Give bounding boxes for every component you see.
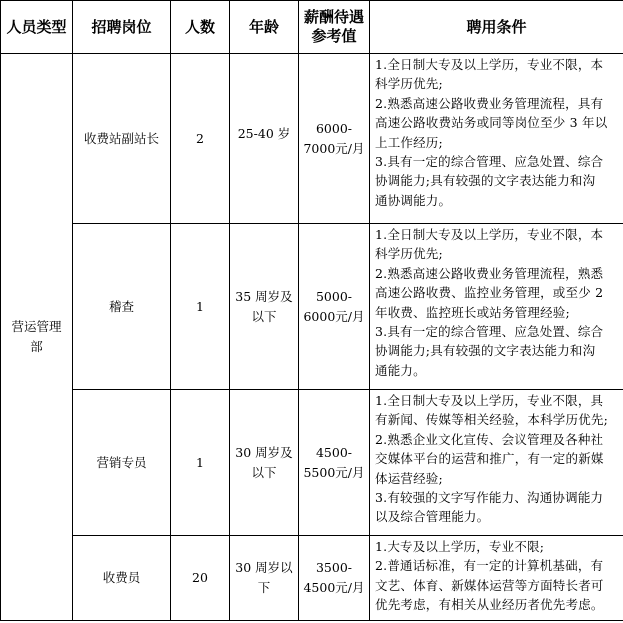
age-cell: 35 周岁及以下 xyxy=(230,224,299,390)
position-cell: 收费员 xyxy=(73,536,171,621)
header-salary xyxy=(299,1,370,54)
salary-cell: 6000-7000元/月 xyxy=(299,54,370,224)
condition-line: 优先考虑，有相关从业经历者优先考虑。 xyxy=(375,597,604,613)
condition-line: 科学历优先; xyxy=(375,76,443,92)
table-row xyxy=(1,536,623,621)
condition-line: 2.熟悉企业文化宣传、会议管理及各种社 xyxy=(375,431,604,447)
table-row xyxy=(1,390,623,536)
condition-line: 有新闻、传媒等相关经验，本科学历优先; xyxy=(375,412,609,428)
header-salary-line1: 薪酬待遇 xyxy=(303,8,364,26)
condition-line: 2.熟悉高速公路收费业务管理流程，熟悉 xyxy=(375,265,604,281)
condition-line: 1.大专及以上学历，专业不限; xyxy=(375,539,545,554)
condition-line: 通能力。 xyxy=(375,362,426,378)
conditions-cell xyxy=(370,390,623,536)
header-position: 招聘岗位 xyxy=(73,1,171,54)
condition-line: 文艺、体育、新媒体运营等方面特长者可 xyxy=(375,577,604,593)
position-cell: 营销专员 xyxy=(73,390,171,536)
header-row xyxy=(1,1,623,54)
condition-line: 1.全日制大专及以上学历，专业不限，本 xyxy=(375,57,604,72)
condition-line: 高速公路收费站务或同等岗位至少 3 年以 xyxy=(375,115,608,131)
condition-line: 1.全日制大专及以上学历，专业不限，具 xyxy=(375,393,604,408)
condition-line: 以及综合管理能力。 xyxy=(375,509,490,525)
condition-line: 通协调能力。 xyxy=(375,192,452,208)
position-cell: 稽查 xyxy=(73,224,171,390)
condition-line: 交媒体平台的运营和推广，有一定的新媒 xyxy=(375,451,604,467)
salary-cell: 4500-5500元/月 xyxy=(299,390,370,536)
condition-line: 高速公路收费、监控业务管理，或至少 2 xyxy=(375,285,604,301)
table-row xyxy=(1,224,623,390)
header-age: 年龄 xyxy=(230,1,299,54)
condition-line: 协调能力;具有较强的文字表达能力和沟 xyxy=(375,173,596,189)
condition-line: 2.熟悉高速公路收费业务管理流程，具有 xyxy=(375,95,604,111)
header-type: 人员类型 xyxy=(1,1,73,54)
condition-line: 协调能力;具有较强的文字表达能力和沟 xyxy=(375,343,596,359)
age-cell: 30 周岁以下 xyxy=(230,536,299,621)
condition-line: 3.具有一定的综合管理、应急处置、综合 xyxy=(375,324,604,340)
condition-line: 3.有较强的文字写作能力、沟通协调能力 xyxy=(375,490,604,506)
condition-line: 上工作经历; xyxy=(375,134,443,150)
salary-cell: 3500-4500元/月 xyxy=(299,536,370,621)
condition-line: 3.具有一定的综合管理、应急处置、综合 xyxy=(375,154,604,170)
count-cell: 20 xyxy=(171,536,230,621)
age-cell: 25-40 岁 xyxy=(230,54,299,224)
count-cell: 1 xyxy=(171,390,230,536)
conditions-cell xyxy=(370,536,623,621)
salary-cell: 5000-6000元/月 xyxy=(299,224,370,390)
condition-line: 2.普通话标准，有一定的计算机基础，有 xyxy=(375,558,604,574)
header-salary-line2: 参考值 xyxy=(311,27,357,45)
header-conditions: 聘用条件 xyxy=(370,1,623,54)
conditions-cell xyxy=(370,224,623,390)
condition-line: 年收费、监控班长或站务管理经验; xyxy=(375,304,570,320)
department-label: 营运管理部 xyxy=(11,319,62,354)
condition-line: 科学历优先; xyxy=(375,246,443,262)
header-count: 人数 xyxy=(171,1,230,54)
position-cell: 收费站副站长 xyxy=(73,54,171,224)
table-row xyxy=(1,54,623,224)
condition-line: 1.全日制大专及以上学历，专业不限，本 xyxy=(375,227,604,242)
department-cell xyxy=(1,54,73,621)
condition-line: 体运营经验; xyxy=(375,470,443,486)
conditions-cell xyxy=(370,54,623,224)
count-cell: 2 xyxy=(171,54,230,224)
age-cell: 30 周岁及以下 xyxy=(230,390,299,536)
count-cell: 1 xyxy=(171,224,230,390)
